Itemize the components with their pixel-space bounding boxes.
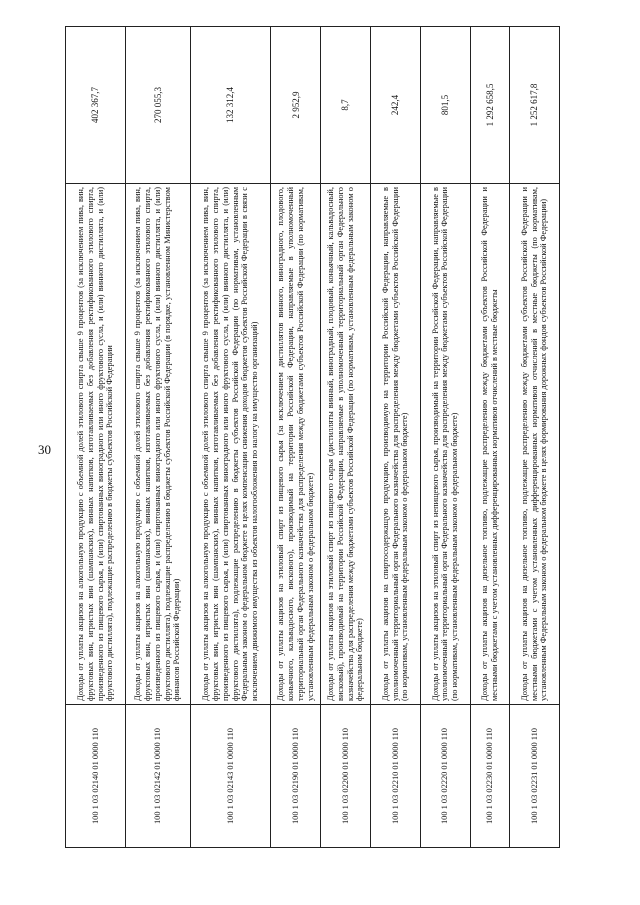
row-description: Доходы от уплаты акцизов на дизельное топливо, подлежащие распределению между бюджетами субъектов Российской Федерации и местными бюджетами с учетом установленных дифференцированных нормативов отчислений в местные бюджеты [470,184,509,705]
row-code: 100 1 03 02220 01 0000 110 [420,705,470,848]
table-row [420,27,470,848]
row-description: Доходы от уплаты акцизов на дизельное топливо, подлежащие распределению между бюджетами субъектов Российской Федерации и местными бюджетами с учетом установленных дифференцированных нормативов отчислений в местные бюджеты (по нормативам, установленным Федеральным законом о федеральном бюджете в целях формирования дорожных фондов субъектов Российской Федерации) [510,184,560,705]
row-code: 100 1 03 02140 01 0000 110 [66,705,126,848]
table-row [126,27,190,848]
revenue-table [65,26,560,848]
table-row [510,27,560,848]
table-row [66,27,126,848]
row-code: 100 1 03 02143 01 0000 110 [190,705,271,848]
row-amount: 1 252 617,8 [510,27,560,184]
row-description: Доходы от уплаты акцизов на алкогольную продукцию с объемной долей этилового спирта свыше 9 процентов (за исключением пива, вин, фруктовых вин, игристых вин (шампанских), винных напитков, изготавливаемых без добавления ректификованного этилового спирта, произведенного из пищевого сырья, и (или) спиртованных виноградного или иного фруктового сусла, и (или) винного дистиллята, и (или) фруктового дистиллята), подлежащие распределению в бюджеты субъектов Российской Федерации [66,184,126,705]
row-code: 100 1 03 02142 01 0000 110 [126,705,190,848]
table-row [190,27,271,848]
table-row [271,27,321,848]
row-code: 100 1 03 02190 01 0000 110 [271,705,321,848]
row-description: Доходы от уплаты акцизов на алкогольную продукцию с объемной долей этилового спирта свыше 9 процентов (за исключением пива, вин, фруктовых вин, игристых вин (шампанских), винных напитков, изготавливаемых без добавления ректификованного этилового спирта, произведенного из пищевого сырья, и (или) спиртованных виноградного или иного фруктового сусла, и (или) винного дистиллята, и (или) фруктового дистиллята), подлежащие распределению в бюджеты субъектов Российской Федерации (по нормативам, установленным Федеральным законом о федеральном бюджете в целях компенсации снижения доходов бюджетов субъектов Российской Федерации в связи с исключением движимого имущества из объектов налогообложения по налогу на имущество организаций) [190,184,271,705]
row-code: 100 1 03 02210 01 0000 110 [371,705,421,848]
row-amount: 132 312,4 [190,27,271,184]
row-amount: 801,5 [420,27,470,184]
row-description: Доходы от уплаты акцизов на спиртосодержащую продукцию, производимую на территории Российской Федерации, направляемые в уполномоченный территориальный орган Федерального казначейства для распределения между бюджетами субъектов Российской Федерации (по нормативам, установленным федеральным законом о федеральном бюджете) [371,184,421,705]
rotated-table-wrapper [65,48,560,848]
table-row [371,27,421,848]
row-description: Доходы от уплаты акцизов на этиловый спирт из пищевого сырья (дистилляты винный, виноградный, плодовый, коньячный, кальвадосный, висковый), производимый на территории Российской Федерации, направляемые в уполномоченный территориальный орган Федерального казначейства для распределения между бюджетами субъектов Российской Федерации (по нормативам, установленным федеральным законом о федеральном бюджете) [321,184,371,705]
row-amount: 1 292 658,5 [470,27,509,184]
table-row [470,27,509,848]
row-code: 100 1 03 02200 01 0000 110 [321,705,371,848]
row-amount: 2 952,9 [271,27,321,184]
page-number: 30 [38,442,51,457]
row-amount: 270 055,3 [126,27,190,184]
row-amount: 402 367,7 [66,27,126,184]
row-amount: 242,4 [371,27,421,184]
row-code: 100 1 03 02230 01 0000 110 [470,705,509,848]
row-code: 100 1 03 02231 01 0000 110 [510,705,560,848]
row-description: Доходы от уплаты акцизов на этиловый спирт из непищевого сырья, производимый на территории Российской Федерации, направляемые в уполномоченный территориальный орган Федерального казначейства для распределения между бюджетами субъектов Российской Федерации (по нормативам, установленным федеральным законом о федеральном бюджете) [420,184,470,705]
row-amount: 8,7 [321,27,371,184]
row-description: Доходы от уплаты акцизов на алкогольную продукцию с объемной долей этилового спирта свыше 9 процентов (за исключением пива, вин, фруктовых вин, игристых вин (шампанских), винных напитков, изготавливаемых без добавления ректификованного этилового спирта, произведенного из пищевого сырья, и (или) спиртованных виноградного или иного фруктового сусла, и (или) винного дистиллята, и (или) фруктового дистиллята), подлежащие распределению в бюджеты субъектов Российской Федерации (в порядке, установленном Министерством финансов Российской Федерации) [126,184,190,705]
table-row [321,27,371,848]
row-description: Доходы от уплаты акцизов на этиловый спирт из пищевого сырья (за исключением дистиллятов винного, виноградного, плодового, коньячного, кальвадосного, вискового), производимый на территории Российской Федерации, направляемые в уполномоченный территориальный орган Федерального казначейства для распределения между бюджетами субъектов Российской Федерации (по нормативам, установленным федеральным законом о федеральном бюджете) [271,184,321,705]
